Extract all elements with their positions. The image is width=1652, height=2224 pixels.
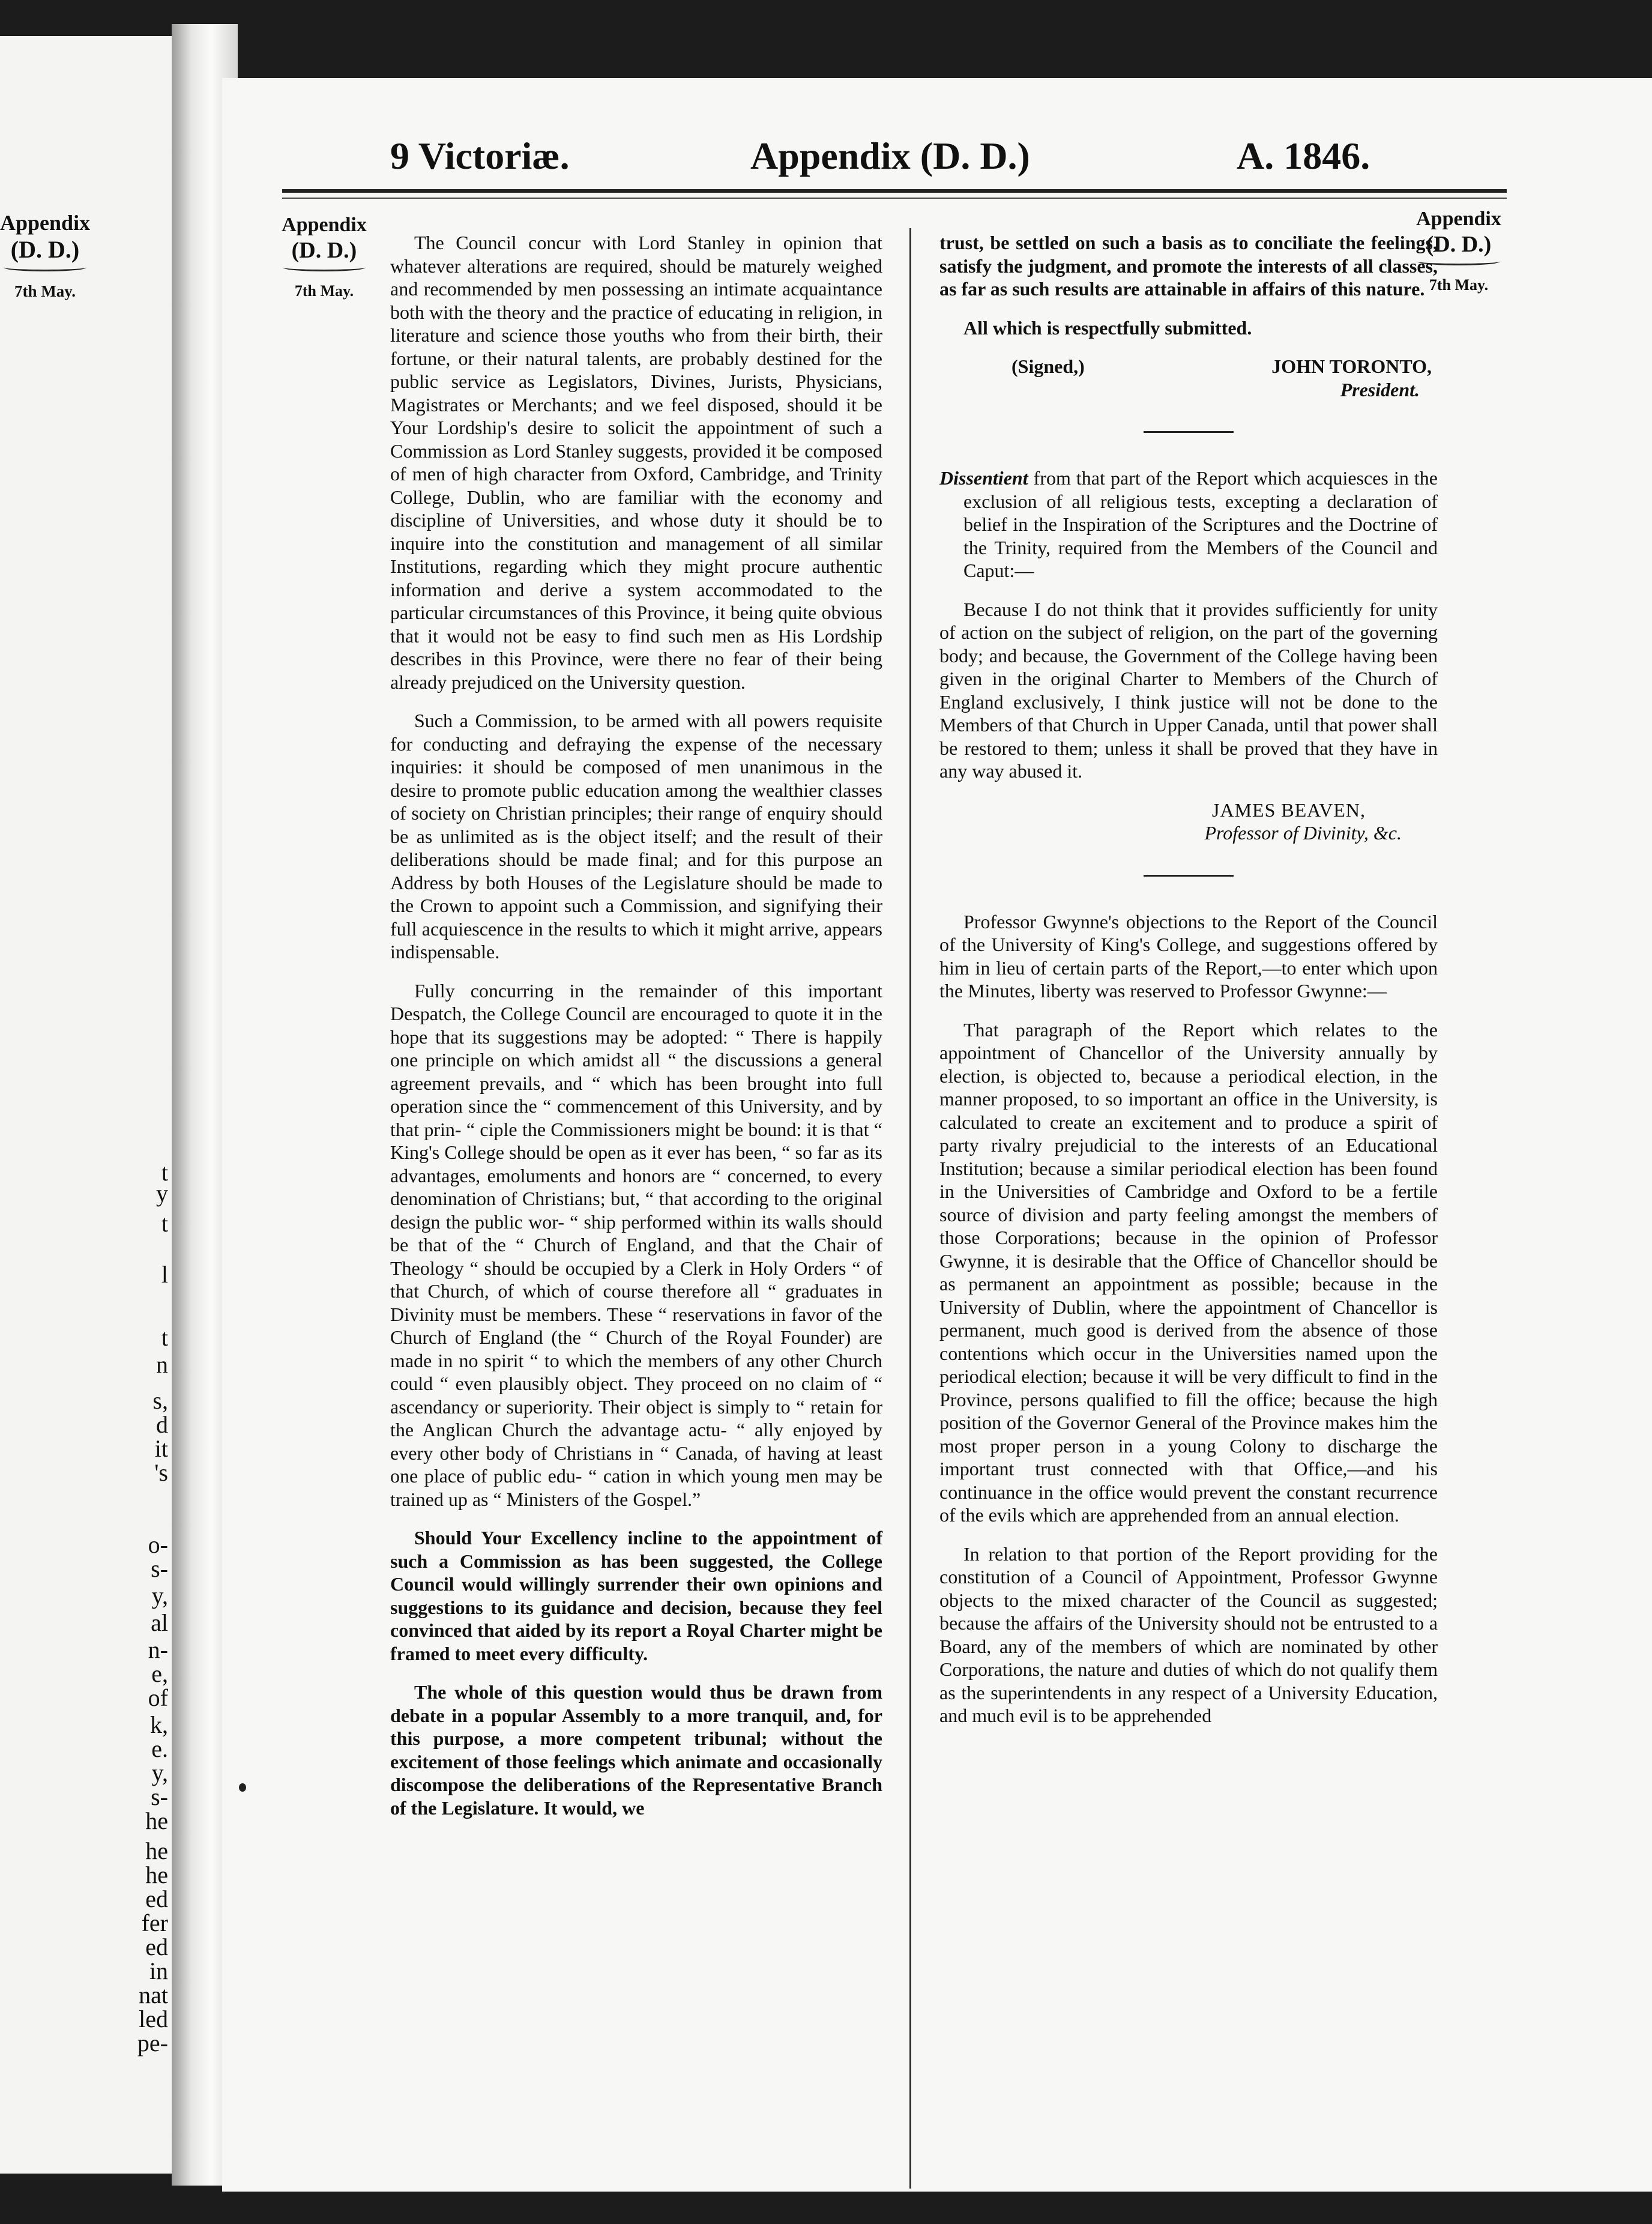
header-year: A. 1846.: [1237, 134, 1370, 177]
left-column: [390, 231, 882, 1835]
facing-fragment: t: [161, 1324, 168, 1351]
signed-title: President.: [1340, 378, 1420, 400]
facing-margin-appendix: Appendix: [0, 211, 91, 235]
margin-date-left: 7th May.: [294, 282, 354, 300]
margin-appendix-left: Appendix: [282, 214, 367, 236]
margin-dd-left: (D. D.): [291, 238, 357, 263]
right-paragraph-4: Professor Gwynne's objections to the Report of the Council of the University of King's College, and suggestions offered by him in lieu of certain parts of the Report,—to enter which upon the Minutes, liberty was reserved to Professor Gwynne:—: [939, 910, 1438, 1002]
header-rule-thin: [282, 198, 1507, 199]
left-paragraph-3-quote: Fully concurring in the remainder of this important Despatch, the College Council are encouraged to quote it in the hope that its suggestions may be adopted: “ There is happily one principle on which amidst all “ the discussions a general agreement prevails, and “ which has been brought into full operation since the “ commencement of this University, and by that prin- “ ciple the Commissioners might be bound: it is that “ King's College should be open as it ever has been, “ so far as its advantages, emoluments and honors are “ concerned, to every denomination of Christians; but, “ that according to the original design the public wor- “ ship performed within its walls should be that of the “ Church of England, and that the Chair of Theology “ should be occupied by a Clerk in Holy Orders “ of that Church, of which of course therefore all “ graduates in Divinity must be members. These “ reservations in favor of the Church of England (the “ Church of the Royal Founder) are made in no spirit “ to which the members of any other Church could “ even plausibly object. They proceed on no claim of “ ascendancy or superiority. Their object is simply to “ retain for the Anglican Church the advantage actu- “ ally enjoyed by every other body of Christians in “ Canada, of having at least one place of public edu- “ cation in which young men may be trained up as “ Ministers of the Gospel.”: [390, 979, 882, 1510]
facing-fragment: n-: [148, 1636, 168, 1663]
signature-toronto: [939, 355, 1438, 378]
facing-margin-date: 7th May.: [14, 282, 76, 300]
facing-fragment: he: [145, 1807, 168, 1834]
facing-fragment: fer: [141, 1909, 168, 1936]
facing-margin-brace: [4, 264, 86, 271]
facing-fragment: in: [149, 1957, 168, 1984]
right-paragraph-1: trust, be settled on such a basis as to conciliate the feelings, satisfy the judgment, and promote the interests of all classes, as far as such results are attainable in affairs of this nature.: [939, 232, 1438, 300]
facing-fragment: y: [156, 1180, 168, 1207]
dissent-lead: Dissentient: [939, 467, 1028, 489]
left-paragraph-2: Such a Commission, to be armed with all powers requisite for conducting and defraying the expense of the necessary inquiries: it should be composed of men unanimous in the desire to promote public education among the wealthier classes of society on Christian principles; their range of enquiry should be as unlimited as is the object itself; and the result of their deliberations should be made final; and for this purpose an Address by both Houses of the Legislature should be made to the Crown to appoint such a Commission, and signifying their full acquiescence in the results to which it might arrive, appears indispensable.: [390, 710, 882, 962]
facing-fragment: al: [151, 1609, 168, 1636]
facing-margin-note: [0, 210, 90, 301]
signature-beaven-name: JAMES BEAVEN,: [1212, 799, 1366, 821]
facing-fragment: s-: [151, 1783, 168, 1810]
column-divider: [909, 228, 911, 2189]
facing-fragment: he: [145, 1837, 168, 1864]
margin-date-right: 7th May.: [1429, 276, 1489, 294]
separator-rule-2: [1144, 875, 1234, 877]
right-paragraph-5: That paragraph of the Report which relates to the appointment of Chancellor of the University annually by election, is objected to, because a periodical election, in the manner proposed, to so important an office in the University, is calculated to create an excitement and to produce a spirit of party rivalry prejudicial to the interests of an Educational Institution; because a similar periodical election has been found in the Universities of Cambridge and Oxford to be a fertile source of division and party feeling amongst the members of those Corporations; because in the opinion of Professor Gwynne, it is desirable that the Office of Chancellor should be as permanent an appointment as possible; because in the University of Dublin, where the appointment of Chancellor is permanent, much good is derived from the absence of those contentions which occur in the Universities named upon the periodical election; because it will be very difficult to find in the Province, persons qualified to fill the office; because the high position of the Governor General of the Province makes him the most proper person in a young Colony to discharge the important trust connected with that Office,—and his continuance in the office would prevent the constant recurrence of the evils which are apprehended from an annual election.: [939, 1018, 1438, 1526]
facing-fragment: n: [156, 1351, 168, 1378]
facing-fragment: ed: [145, 1885, 168, 1912]
right-paragraph-6: In relation to that portion of the Report providing for the constitution of a Council of Appointment, Professor Gwynne objects to the mixed character of the Council as suggested; because the affairs of the University should not be entrusted to a Board, any of the members of which are nominated by other Corporations, the nature and duties of which do not qualify them as the superintendents in any respect of a University Education, and much evil is to be apprehended: [939, 1543, 1438, 1726]
facing-fragment: t: [161, 1210, 168, 1237]
facing-fragment: l: [161, 1261, 168, 1288]
right-paragraph-3: Because I do not think that it provides sufficiently for unity of action on the subject of religion, on the part of the governing body; and because, the Government of the College having been given in the original Charter to Members of the Church of England exclusively, I think justice will not be done to the Members of that Church in Upper Canada, until that power shall be restored to them; unless it shall be proved that they have in any way abused it.: [939, 598, 1438, 782]
facing-fragment: e,: [151, 1660, 168, 1687]
dissent-paragraph: [939, 467, 1438, 582]
facing-fragment: d: [156, 1411, 168, 1438]
facing-fragment: led: [139, 2005, 168, 2032]
signature-beaven-title: Professor of Divinity, &c.: [1204, 822, 1402, 844]
facing-fragment: it: [154, 1435, 168, 1462]
left-paragraph-4: Should Your Excellency incline to the appointment of such a Commission as has been suggested, the College Council would willingly surrender their own opinions and suggestions to its guidance and decision, because they feel convinced that aided by its report a Royal Charter might be framed to meet every difficulty.: [390, 1527, 882, 1664]
header-session: 9 Victoriæ.: [390, 134, 570, 177]
facing-fragment: ed: [145, 1933, 168, 1960]
facing-page-scrap: [0, 36, 181, 2174]
signed-name: JOHN TORONTO,: [1271, 355, 1432, 377]
document-page: [222, 78, 1652, 2192]
right-column: [939, 231, 1438, 1743]
margin-appendix-right: Appendix: [1416, 208, 1501, 230]
header-appendix: Appendix (D. D.): [750, 134, 1030, 177]
facing-fragment: y,: [151, 1582, 168, 1609]
header-rule-thick: [282, 189, 1507, 193]
dissent-text: from that part of the Report which acquiesces in the exclusion of all religious tests, excepting a declaration of belief in the Inspiration of the Scriptures and the Doctrine of the Trinity, required from the Members of the Council and Caput:—: [963, 467, 1438, 581]
facing-fragment: 's: [154, 1459, 168, 1486]
facing-fragment: e.: [151, 1735, 168, 1762]
facing-fragment: s-: [151, 1555, 168, 1582]
page-edge-mark: [239, 1783, 246, 1792]
facing-fragment: k,: [150, 1711, 168, 1738]
facing-fragment: nat: [139, 1981, 168, 2008]
facing-margin-dd: (D. D.): [10, 236, 80, 263]
margin-brace-left: [283, 264, 366, 271]
facing-fragment: s,: [152, 1387, 168, 1414]
left-paragraph-1: The Council concur with Lord Stanley in opinion that whatever alterations are required, should be maturely weighed and recommended by men possessing an intimate acquaintance both with the theory and the practice of educating in religion, in literature and science those youths who from their birth, their fortune, or their natural talents, are probably destined for the public service as Legislators, Divines, Jurists, Physicians, Magistrates or Merchants; and we feel disposed, should it be Your Lordship's desire to solicit the appointment of such a Commission as Lord Stanley suggests, provided it be composed of men of high character from Oxford, Cambridge, and Trinity College, Dublin, who are familiar with the economy and discipline of Universities, and whose duty it should be to inquire into the constitution and management of all similar Institutions, regarding which they might procure authentic information and derive a system accommodated to the particular circumstances of this Province, it being quite obvious that it would not be easy to find such men as His Lordship describes in this Province, were there no fear of their being already prejudiced on the University question.: [390, 232, 882, 693]
facing-fragment: he: [145, 1861, 168, 1888]
facing-fragment: o-: [148, 1531, 168, 1558]
right-submitted-line: All which is respectfully submitted.: [963, 316, 1252, 339]
facing-fragment: of: [148, 1684, 168, 1711]
margin-note-left: [279, 213, 369, 300]
left-paragraph-5: The whole of this question would thus be drawn from debate in a popular Assembly to a more tranquil, and, for this purpose, a more competent tribunal; without the excitement of those feelings which animate and occasionally discompose the deliberations of the Representative Branch of the Legislature. It would, we: [390, 1681, 882, 1819]
separator-rule-1: [1144, 431, 1234, 433]
signed-label: (Signed,): [1011, 355, 1085, 377]
margin-dd-right: (D. D.): [1426, 232, 1492, 257]
facing-fragment: y,: [151, 1759, 168, 1786]
facing-fragment: pe-: [137, 2029, 168, 2056]
facing-fragment: t: [161, 1159, 168, 1186]
